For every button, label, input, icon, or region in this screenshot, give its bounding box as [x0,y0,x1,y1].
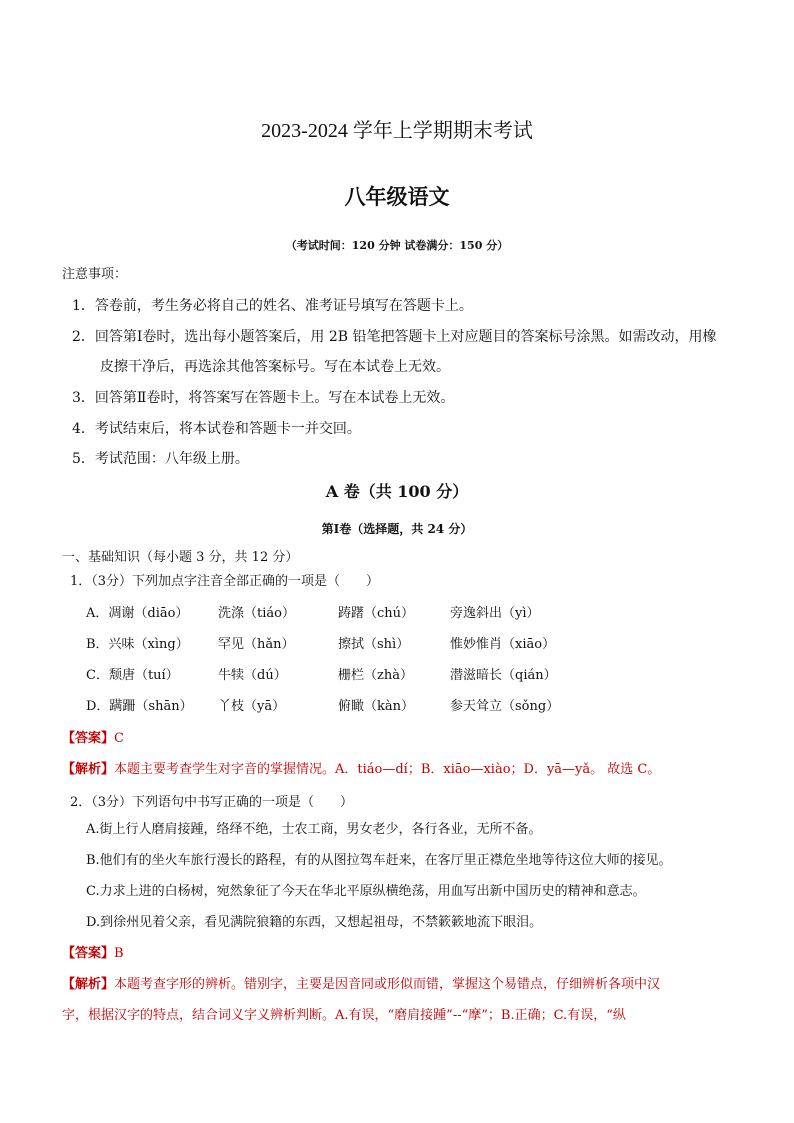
q2-option-d: D.到徐州见着父亲，看见满院狼籍的东西，又想起祖母，不禁簌簌地流下眼泪。 [86,915,543,930]
q1-option-a-2: 洗涤（tiáo） [218,606,295,621]
q1-option-c-4: 潜滋暗长（qián） [450,668,557,683]
analysis-text-line-2: 字，根据汉字的特点，结合词义字义辨析判断。A.有误，“磨肩接踵”--“摩”；B.正确；C.有误，“纵 [62,1008,626,1023]
note-item-3: 3．回答第Ⅱ卷时，将答案写在答题卡上。写在本试卷上无效。 [72,390,455,406]
subject-title: 八年级语文 [344,184,450,209]
analysis-tag: 【解析】 [62,762,115,777]
answer-tag: 【答案】 [62,731,115,746]
q1-option-d-1: D．蹒跚（shān） [86,699,193,714]
part-1-title: 第Ⅰ卷（选择题，共 24 分） [321,522,473,536]
q1-analysis [62,760,660,780]
answer-value: C [114,731,124,746]
q1-option-c-2: 牛犊（dú） [218,668,287,683]
q1-option-b-3: 擦拭（shì） [338,637,410,652]
exam-title: 2023-2024 学年上学期期末考试 [261,120,533,142]
q2-answer [62,944,124,964]
q2-stem: 2．（3分）下列语句中书写正确的一项是（ ） [70,795,354,810]
analysis-text: 本题主要考查学生对字音的掌握情况。A．tiáo—dí；B．xiāo—xiào；D．yā—yǎ。 故选 C。 [114,762,661,777]
note-item-4: 4．考试结束后，将本试卷和答题卡一并交回。 [72,421,361,437]
note-item-5: 5．考试范围：八年级上册。 [72,451,249,467]
q1-option-c-3: 栅栏（zhà） [338,668,413,683]
analysis-tag: 【解析】 [62,977,115,992]
note-item-1: 1．答卷前，考生务必将自己的姓名、准考证号填写在答题卡上。 [72,298,473,314]
note-item-2-cont: 皮擦干净后，再选涂其他答案标号。写在本试卷上无效。 [100,359,450,375]
answer-value: B [114,946,124,961]
category-heading: 一、基础知识（每小题 3 分，共 12 分） [62,550,299,565]
q1-option-d-4: 参天耸立（sǒng） [450,699,560,714]
analysis-text-line-1: 本题考查字形的辨析。错别字，主要是因音同或形似而错，掌握这个易错点，仔细辨析各项中汉 [114,977,661,992]
q1-option-c-1: C．颓唐（tuí） [86,668,179,683]
section-a-title: A 卷（共 100 分） [325,482,469,501]
q2-option-a: A.街上行人磨肩接踵，络绎不绝，士农工商，男女老少，各行各业，无所不备。 [86,822,542,837]
q1-option-b-4: 惟妙惟肖（xiāo） [450,637,556,652]
q1-option-a-4: 旁逸斜出（yì） [450,606,540,621]
q1-option-b-1: B．兴味（xìng） [86,637,189,652]
q1-option-b-2: 罕见（hǎn） [218,637,295,652]
q1-option-d-3: 俯瞰（kàn） [338,699,415,714]
q1-stem: 1．（3分）下列加点字注音全部正确的一项是（ ） [70,574,380,589]
q1-answer [62,729,124,749]
q1-option-a-1: A．凋谢（diāo） [86,606,189,621]
q1-option-a-3: 踌躇（chú） [338,606,415,621]
note-item-2: 2．回答第Ⅰ卷时，选出每小题答案后，用 2B 铅笔把答题卡上对应题目的答案标号涂黑。如需改动，用橡 [72,329,717,345]
notes-heading: 注意事项： [62,267,128,282]
q1-option-d-2: 丫枝（yā） [218,699,286,714]
exam-info: （考试时间：120 分钟 试卷满分：150 分） [285,239,509,252]
q2-analysis [62,975,660,995]
q2-option-b: B.他们有的坐火车旅行漫长的路程，有的从图拉驾车赶来，在客厅里正襟危坐地等待这位大师的接见。 [86,853,672,868]
q2-option-c: C.力求上进的白杨树，宛然象征了今天在华北平原纵横绝荡，用血写出新中国历史的精神和意志。 [86,884,646,899]
answer-tag: 【答案】 [62,946,115,961]
